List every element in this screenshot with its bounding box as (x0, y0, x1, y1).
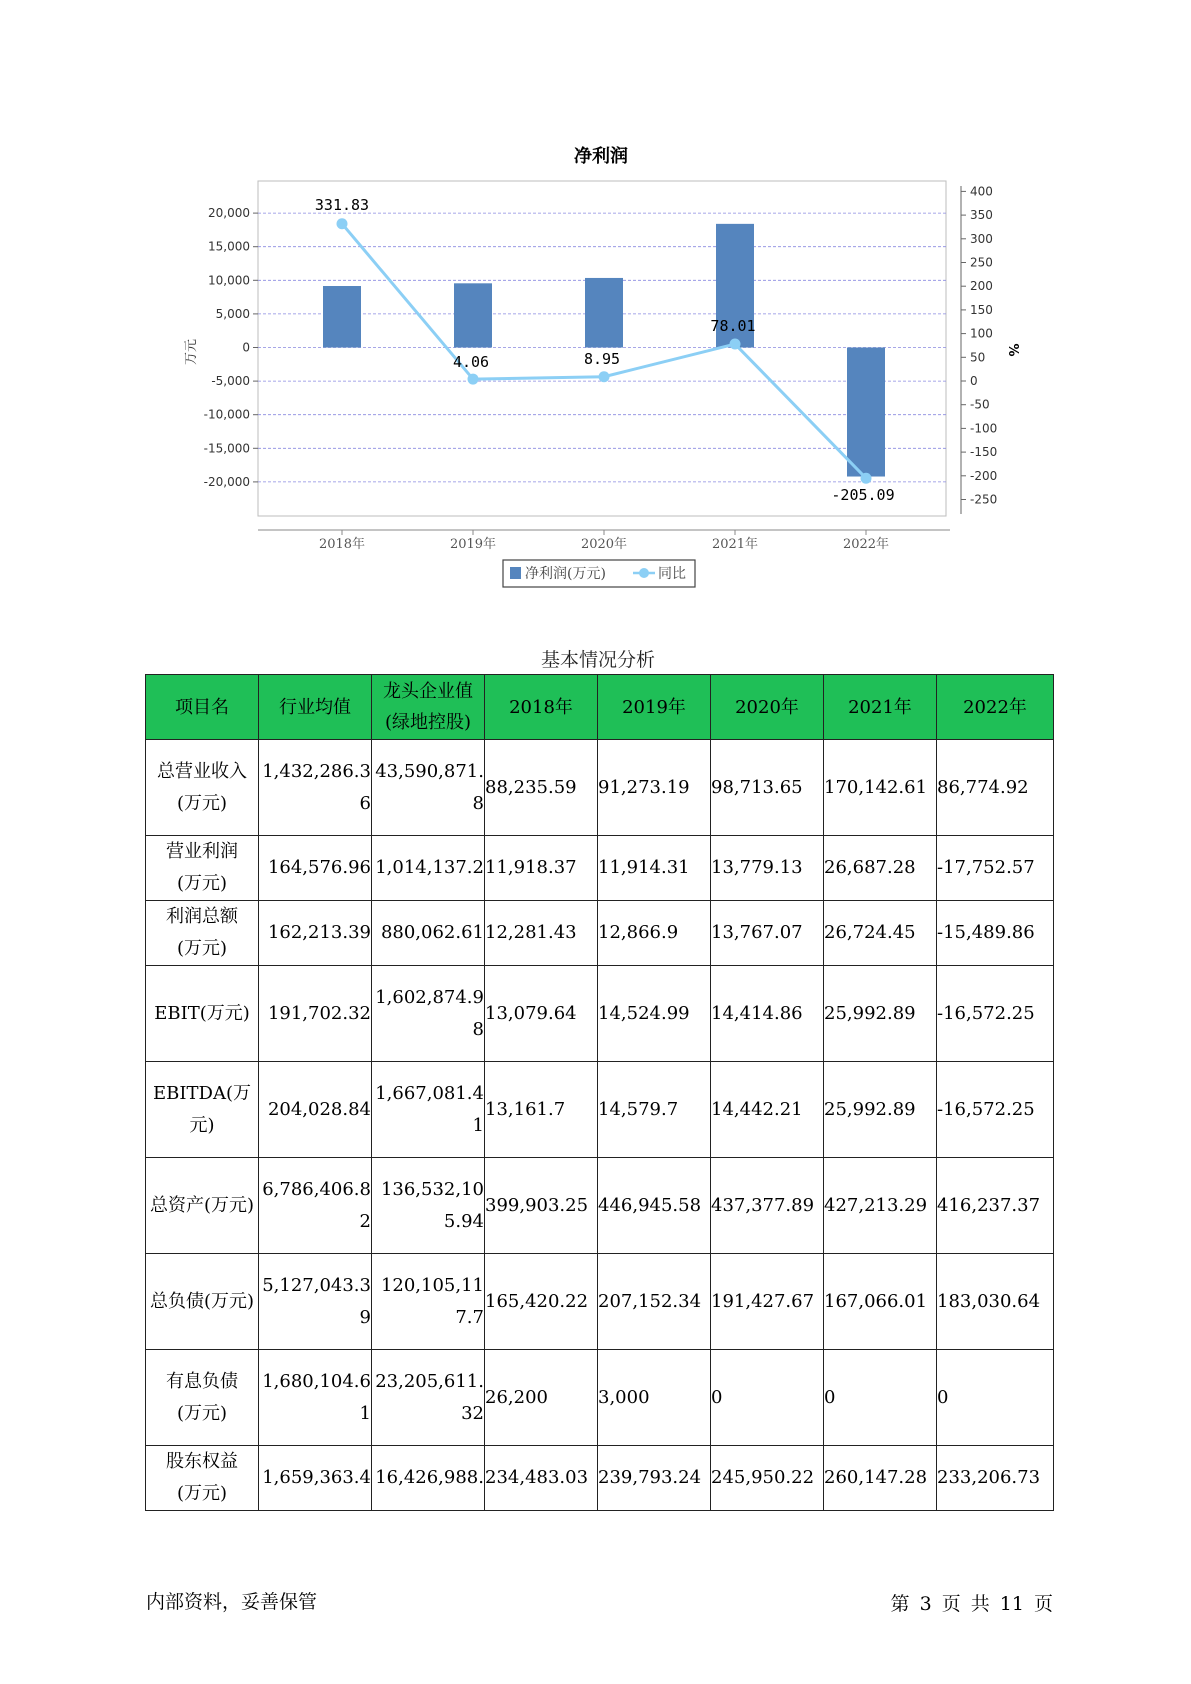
yoy-data-label: 78.01 (710, 317, 756, 335)
yoy-point (730, 339, 741, 350)
yoy-point (337, 218, 348, 229)
table-row (146, 1446, 1054, 1511)
y2-tick-label: 350 (970, 208, 993, 223)
year-value-cell: 12,866.9 (598, 901, 711, 966)
yoy-data-label: 4.06 (452, 353, 490, 371)
footer-confidential-note: 内部资料，妥善保管 (146, 1591, 318, 1613)
x-tick-label: 2022年 (842, 537, 890, 552)
row-label: 有息负债 (万元) (146, 1350, 259, 1446)
table-row (146, 901, 1054, 966)
legend-bar-swatch (510, 567, 521, 579)
table-row (146, 1158, 1054, 1254)
year-value-cell: 446,945.58 (598, 1158, 711, 1254)
row-label: 营业利润 (万元) (146, 836, 259, 901)
year-value-cell: 14,579.7 (598, 1062, 711, 1158)
header-year-2019: 2019年 (598, 675, 711, 740)
y2-tick-label: -100 (970, 421, 998, 436)
y-tick-label: -10,000 (203, 407, 250, 422)
y2-tick-label: -250 (970, 492, 998, 507)
year-value-cell: 245,950.22 (711, 1446, 824, 1511)
row-label: EBITDA(万元) (146, 1062, 259, 1158)
year-value-cell: 191,427.67 (711, 1254, 824, 1350)
year-value-cell: -16,572.25 (937, 1062, 1054, 1158)
industry-avg-cell: 1,680,104.61 (259, 1350, 372, 1446)
header-year-2022: 2022年 (937, 675, 1054, 740)
leader-value-cell: 43,590,871.8 (372, 740, 485, 836)
y2-axis-label: % (1005, 343, 1020, 357)
row-label: 利润总额 (万元) (146, 901, 259, 966)
year-value-cell: 0 (824, 1350, 937, 1446)
table-row (146, 1062, 1054, 1158)
table-row (146, 740, 1054, 836)
row-label: 总营业收入 (万元) (146, 740, 259, 836)
row-label: 股东权益 (万元) (146, 1446, 259, 1511)
x-tick-label: 2021年 (711, 537, 759, 552)
year-value-cell: -16,572.25 (937, 966, 1054, 1062)
y-tick-label: 20,000 (208, 206, 250, 221)
year-value-cell: -15,489.86 (937, 901, 1054, 966)
header-year-2020: 2020年 (711, 675, 824, 740)
header-leader-value: 龙头企业值 (绿地控股) (372, 675, 485, 740)
net-profit-chart (0, 0, 1191, 600)
basic-analysis-table (145, 674, 1054, 1511)
leader-value-cell: 1,602,874.98 (372, 966, 485, 1062)
year-value-cell: 427,213.29 (824, 1158, 937, 1254)
leader-value-cell: 120,105,117.7 (372, 1254, 485, 1350)
year-value-cell: 234,483.03 (485, 1446, 598, 1511)
year-value-cell: 13,079.64 (485, 966, 598, 1062)
year-value-cell: 260,147.28 (824, 1446, 937, 1511)
legend-line-label: 同比 (658, 566, 686, 582)
y2-tick-label: 250 (970, 255, 993, 270)
y-axis-label: 万元 (184, 338, 199, 366)
year-value-cell: 11,914.31 (598, 836, 711, 901)
row-label: 总资产(万元) (146, 1158, 259, 1254)
industry-avg-cell: 5,127,043.39 (259, 1254, 372, 1350)
year-value-cell: 14,442.21 (711, 1062, 824, 1158)
y2-tick-label: 300 (970, 231, 993, 246)
year-value-cell: 12,281.43 (485, 901, 598, 966)
y2-tick-label: 50 (970, 350, 986, 365)
year-value-cell: 14,414.86 (711, 966, 824, 1062)
leader-value-cell: 880,062.61 (372, 901, 485, 966)
table-header-row (146, 675, 1054, 740)
year-value-cell: 26,200 (485, 1350, 598, 1446)
plot-frame (258, 181, 946, 516)
x-tick-label: 2018年 (318, 537, 366, 552)
x-tick-label: 2019年 (449, 537, 497, 552)
table-row (146, 1350, 1054, 1446)
chart-canvas (0, 0, 1191, 600)
yoy-point (861, 473, 872, 484)
header-item-name: 项目名 (146, 675, 259, 740)
leader-value-cell: 16,426,988. (372, 1446, 485, 1511)
year-value-cell: 3,000 (598, 1350, 711, 1446)
net-profit-bar (323, 286, 361, 347)
year-value-cell: 167,066.01 (824, 1254, 937, 1350)
y-tick-label: 5,000 (215, 306, 250, 321)
chart-title: 净利润 (574, 146, 628, 167)
year-value-cell: 26,724.45 (824, 901, 937, 966)
y-tick-label: -20,000 (203, 474, 250, 489)
year-value-cell: 14,524.99 (598, 966, 711, 1062)
year-value-cell: 25,992.89 (824, 1062, 937, 1158)
year-value-cell: 170,142.61 (824, 740, 937, 836)
leader-value-cell: 136,532,105.94 (372, 1158, 485, 1254)
industry-avg-cell: 162,213.39 (259, 901, 372, 966)
year-value-cell: 98,713.65 (711, 740, 824, 836)
y2-tick-label: -150 (970, 445, 998, 460)
year-value-cell: 239,793.24 (598, 1446, 711, 1511)
year-value-cell: 25,992.89 (824, 966, 937, 1062)
y-tick-label: -5,000 (211, 374, 250, 389)
net-profit-bar (585, 278, 623, 348)
y2-tick-label: 100 (970, 326, 993, 341)
y-tick-label: 0 (242, 340, 250, 355)
y-tick-label: 15,000 (208, 239, 250, 254)
year-value-cell: 91,273.19 (598, 740, 711, 836)
year-value-cell: 13,767.07 (711, 901, 824, 966)
header-industry-avg: 行业均值 (259, 675, 372, 740)
table-row (146, 1254, 1054, 1350)
footer-page-number: 第 3 页 共 11 页 (890, 1593, 1053, 1615)
year-value-cell: 11,918.37 (485, 836, 598, 901)
y2-tick-label: 400 (970, 184, 993, 199)
leader-value-cell: 1,667,081.41 (372, 1062, 485, 1158)
net-profit-bar (847, 348, 885, 477)
row-label: EBIT(万元) (146, 966, 259, 1062)
table-caption: 基本情况分析 (540, 649, 655, 671)
year-value-cell: 13,779.13 (711, 836, 824, 901)
yoy-point (599, 371, 610, 382)
y2-tick-label: -50 (970, 397, 990, 412)
yoy-data-label: -205.09 (831, 486, 895, 504)
year-value-cell: 88,235.59 (485, 740, 598, 836)
year-value-cell: 207,152.34 (598, 1254, 711, 1350)
year-value-cell: 233,206.73 (937, 1446, 1054, 1511)
industry-avg-cell: 204,028.84 (259, 1062, 372, 1158)
leader-value-cell: 23,205,611.32 (372, 1350, 485, 1446)
year-value-cell: 165,420.22 (485, 1254, 598, 1350)
industry-avg-cell: 164,576.96 (259, 836, 372, 901)
y2-tick-label: 0 (970, 374, 978, 388)
x-tick-label: 2020年 (580, 537, 628, 552)
y-tick-label: 10,000 (208, 273, 250, 288)
leader-value-cell: 1,014,137.2 (372, 836, 485, 901)
yoy-data-label: 331.83 (314, 196, 370, 214)
y2-tick-label: -200 (970, 468, 998, 483)
year-value-cell: -17,752.57 (937, 836, 1054, 901)
y2-tick-label: 150 (970, 302, 993, 317)
yoy-point (468, 374, 479, 385)
y2-tick-label: 200 (970, 279, 993, 294)
table-row (146, 966, 1054, 1062)
year-value-cell: 399,903.25 (485, 1158, 598, 1254)
year-value-cell: 437,377.89 (711, 1158, 824, 1254)
header-year-2018: 2018年 (485, 675, 598, 740)
row-label: 总负债(万元) (146, 1254, 259, 1350)
table-row (146, 836, 1054, 901)
legend-bar-label: 净利润(万元) (525, 566, 606, 582)
y-tick-label: -15,000 (203, 441, 250, 456)
year-value-cell: 183,030.64 (937, 1254, 1054, 1350)
net-profit-bar (454, 283, 492, 347)
industry-avg-cell: 1,659,363.4 (259, 1446, 372, 1511)
yoy-data-label: 8.95 (583, 350, 621, 368)
industry-avg-cell: 1,432,286.36 (259, 740, 372, 836)
year-value-cell: 26,687.28 (824, 836, 937, 901)
industry-avg-cell: 191,702.32 (259, 966, 372, 1062)
year-value-cell: 86,774.92 (937, 740, 1054, 836)
year-value-cell: 0 (937, 1350, 1054, 1446)
header-year-2021: 2021年 (824, 675, 937, 740)
legend-line-marker (639, 568, 649, 578)
industry-avg-cell: 6,786,406.82 (259, 1158, 372, 1254)
year-value-cell: 13,161.7 (485, 1062, 598, 1158)
year-value-cell: 416,237.37 (937, 1158, 1054, 1254)
year-value-cell: 0 (711, 1350, 824, 1446)
